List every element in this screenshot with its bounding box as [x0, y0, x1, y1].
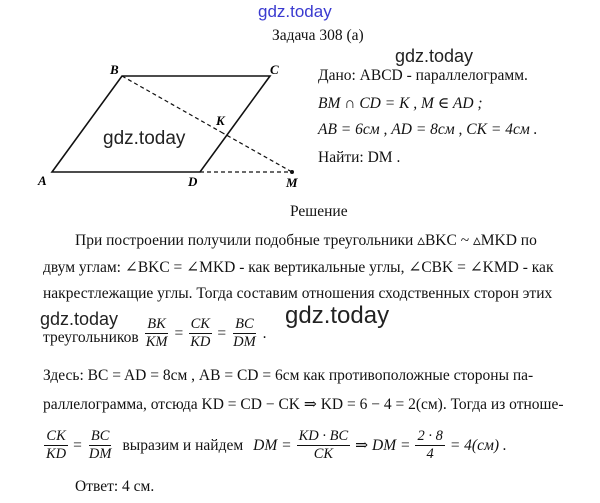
- equals-sign: =: [174, 324, 184, 342]
- watermark-top: gdz.today: [258, 2, 332, 21]
- fraction-den: KD: [46, 446, 67, 462]
- fraction-den: CK: [313, 446, 334, 462]
- fraction-den: DM: [233, 334, 256, 350]
- formula-text: выразим и найдем: [122, 436, 244, 454]
- watermark-given: gdz.today: [395, 46, 474, 66]
- fraction-ck-kd: [188, 316, 212, 351]
- fraction-2x8-4: [415, 428, 444, 463]
- para2-line-1: Здесь: BC = AD = 8см , AB = CD = 6см как противоположные стороны па-: [43, 367, 534, 384]
- equals-sign: =: [73, 436, 82, 454]
- implies-dm: ⇒ DM =: [355, 437, 411, 454]
- fraction-num: CK: [46, 428, 66, 444]
- fraction-bk-km: [144, 316, 170, 351]
- solution-heading: Решение: [290, 203, 348, 220]
- task-title: Задача 308 (а): [272, 27, 364, 44]
- point-m: [290, 170, 294, 174]
- segment-bk: [122, 76, 221, 132]
- fraction-num: BC: [235, 316, 254, 332]
- fraction-num: CK: [190, 316, 210, 332]
- dm-label: DM =: [253, 436, 292, 454]
- fraction-num: BK: [147, 316, 166, 332]
- watermark-mid-center: gdz.today: [285, 302, 390, 329]
- watermark-mid-left: gdz.today: [40, 309, 119, 329]
- label-m: M: [286, 175, 298, 190]
- para1-line-3: накрестлежащие углы. Тогда составим отношения сходственных сторон этих: [43, 285, 553, 302]
- label-b: B: [110, 62, 119, 77]
- parallelogram-figure: [30, 60, 310, 190]
- label-k: K: [216, 113, 225, 128]
- fraction-kdbc-ck: [297, 428, 351, 463]
- segment-km: [221, 132, 292, 172]
- fraction-den: 4: [426, 446, 434, 462]
- given-line-3: AB = 6см , AD = 8см , CK = 4см .: [318, 121, 538, 138]
- equals-sign: =: [217, 324, 227, 342]
- fraction-num: 2 · 8: [417, 428, 443, 444]
- para1-line-1: При построении получили подобные треугольники ▵BKC ~ ▵MKD по: [75, 232, 537, 249]
- label-c: C: [270, 62, 279, 77]
- period: .: [262, 324, 267, 342]
- fraction-bc-dm-2: [87, 428, 114, 463]
- result-value: = 4(см) .: [449, 436, 507, 454]
- para2-formula-row: [43, 428, 507, 463]
- para1-ratio-row: [43, 316, 267, 351]
- given-line-1: Дано: ABCD - параллелограмм.: [318, 67, 528, 84]
- given-find: Найти: DM .: [318, 149, 401, 166]
- fraction-den: DM: [88, 446, 112, 462]
- para1-line-2: двум углам: ∠BKC = ∠MKD - как вертикальные углы, ∠CBK = ∠KMD - как: [43, 259, 554, 276]
- fraction-den: KM: [145, 334, 168, 350]
- fraction-bc-dm: [231, 316, 258, 351]
- para1-line-4-text: треугольников: [43, 328, 139, 346]
- parallelogram-abcd: [52, 76, 270, 172]
- fraction-den: KD: [190, 334, 211, 350]
- fraction-ck-kd-2: [44, 428, 68, 463]
- fraction-num: KD · BC: [298, 428, 349, 444]
- watermark-figure: gdz.today: [103, 128, 186, 149]
- label-a: A: [38, 173, 47, 188]
- label-d: D: [188, 174, 198, 189]
- fraction-num: BC: [90, 428, 110, 444]
- answer: Ответ: 4 см.: [75, 478, 155, 495]
- para2-line-2: раллелограмма, отсюда KD = CD − CK ⇒ KD = 6 − 4 = 2(см). Тогда из отноше-: [43, 396, 564, 413]
- given-line-2: BM ∩ CD = K , M ∈ AD ;: [318, 95, 483, 112]
